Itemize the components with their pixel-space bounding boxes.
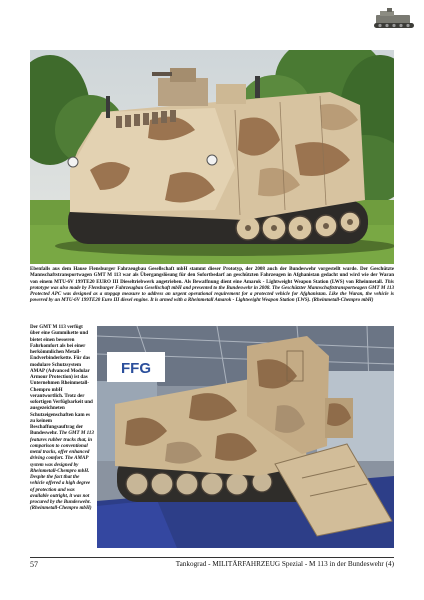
photo2-caption-de: Der GMT M 113 verfügt über eine Gummikette und bietet einen besseren Fahrkomfort als bei einer herkömmlichen Metall-Endverbinderkette. Für das modulare Schutzsystem AMAP (Advanced Modular Armour Protection) ist das Unternehmen Rheinmetall-Chempro mbH verantwortlich. Trotz der sofortigen Verfügbarkeit und ausgezeichneten Schutzeigenschaften kam es zu keinem Beschaffungsauftrag der Bundeswehr. — [30, 324, 93, 437]
vehicle-photo-exhibition — [97, 326, 394, 548]
photo2-caption — [30, 324, 94, 512]
photo2-caption-en: The GMT M 113 features rubber tracks that, in comparison to conventional metal tracks, offer enhanced driving comfort. The AMAP system was designed by Rheinmetall-Chempro mbH. Despite the fact that the vehicle offered a high degree of protection and was available outright, it was not procured by the Bundeswehr. (Rheinmetall-Chempro mbH) — [30, 430, 94, 512]
vehicle-photo-outdoor — [30, 50, 394, 264]
page-number: 57 — [30, 560, 38, 569]
header-vehicle-icon — [372, 6, 416, 32]
photo1-caption-en: This prototype was also made by Flensburger Fahrzeugbau Gesellschaft mbH and presented to the Bundeswehr in 2008. The Geschützter Mannschaftstransportwagen GMT M 113 Protected APC was designed as a stopgap measure to address an urgent operational requirement for a protected vehicle for Afghanistan. Like the Waran, the vehicle is powered by an MTU-6V 199TE20 Euro III diesel engine. It is armed with a Rheinmetall Amarok - Lightweight Weapon Station (LWS). (Rheinmetall-Chempro mbH) — [30, 278, 394, 304]
footer-rule — [30, 557, 394, 558]
footer-title: Tankograd - MILITÄRFAHRZEUG Spezial - M 113 in der Bundeswehr (4) — [175, 560, 394, 568]
photo1-caption — [30, 266, 394, 304]
ffg-sign-text: FFG — [121, 360, 151, 377]
photo1-caption-de: Ebenfalls aus dem Hause Flensburger Fahrzeugbau Gesellschaft mbH stammt dieser Prototyp, der 2008 auch der Bundeswehr vorgestellt wurde. Der Geschützte Mannschaftstransportwagen GMT M 113 war als Übergangslösung für den Sofortbedarf an geschützten Fahrzeugen in Afghanistan gedacht und wird wie der Waran von einem MTU-6V 199TE20 EURO III Dieseltriebwerk angetrieben. Als Bewaffnung dient eine Amarok - Lightweight Weapon Station (LWS) von Rheinmetall. — [30, 266, 394, 285]
